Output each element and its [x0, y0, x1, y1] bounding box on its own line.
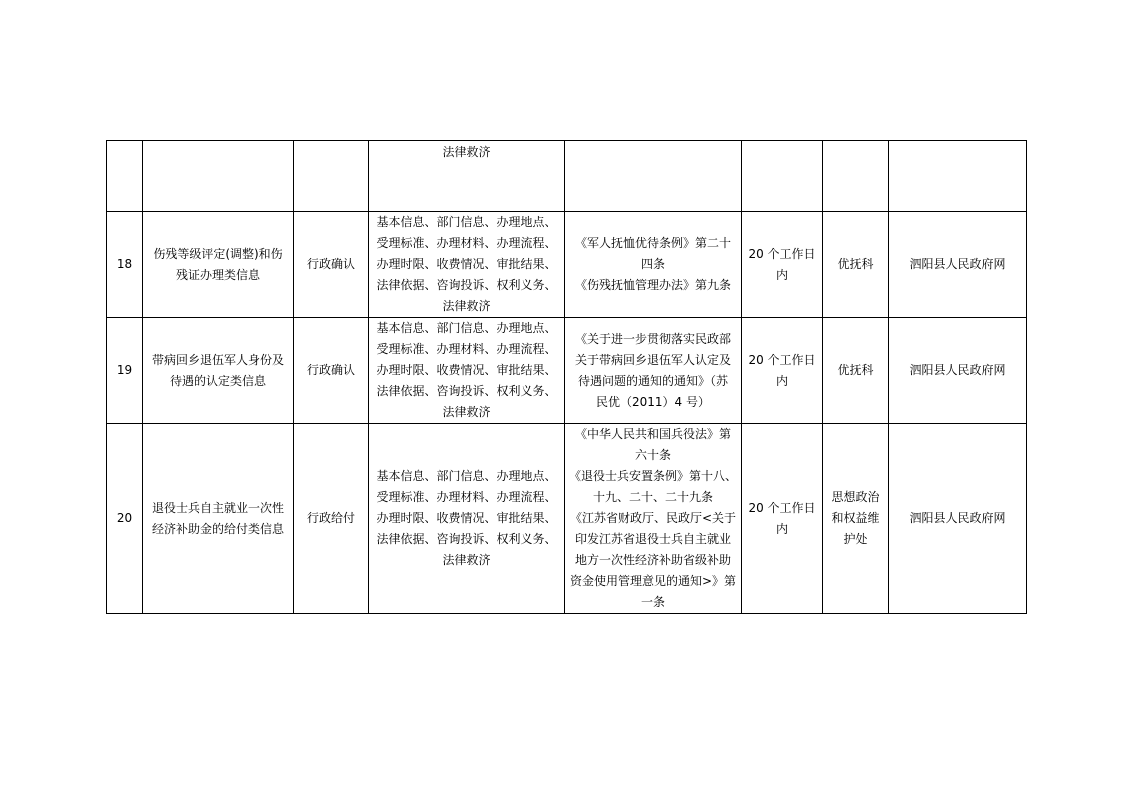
basis-line: 《伤残抚恤管理办法》第九条: [574, 278, 731, 292]
basis-line: 民优（2011）4 号）: [596, 394, 710, 409]
cell-no: 19: [107, 318, 143, 424]
table-row: [107, 318, 1027, 424]
content-tail: 法律救济: [442, 299, 491, 313]
basis-line: 一条: [640, 595, 665, 609]
cell-no: [107, 141, 143, 212]
content-line: 法律依据、咨询投诉、权利义务、: [376, 278, 557, 292]
cell-no: 20: [107, 424, 143, 614]
basis-line: 十九、二十、二十九条: [592, 490, 713, 504]
content-line: 受理标准、办理材料、办理流程、: [376, 490, 557, 504]
cell-basis: [565, 212, 742, 318]
cell-content: [369, 318, 565, 424]
content-line: 基本信息、部门信息、办理地点、: [376, 469, 557, 483]
content-tail: 法律救济: [442, 553, 491, 567]
content-line: 受理标准、办理材料、办理流程、: [376, 236, 557, 250]
time-line: 内: [775, 373, 788, 388]
item-line: 经济补助金的给付类信息: [151, 521, 284, 536]
basis-line: 地方一次性经济补助省级补助: [574, 553, 731, 567]
cell-content: [369, 141, 565, 212]
item-line: 待遇的认定类信息: [169, 373, 266, 388]
content-tail: 法律救济: [442, 405, 491, 419]
basis-line: 《军人抚恤优待条例》第二十: [574, 236, 731, 250]
cell-content: [369, 424, 565, 614]
cell-department: 优抚科: [823, 318, 889, 424]
cell-basis: [565, 424, 742, 614]
content-line: 受理标准、办理材料、办理流程、: [376, 342, 557, 356]
department-line: 护处: [843, 532, 868, 546]
item-line: 残证办理类信息: [175, 267, 260, 282]
item-line: 退役士兵自主就业一次性: [151, 500, 284, 515]
content-line: 基本信息、部门信息、办理地点、: [376, 215, 557, 229]
cell-category: [294, 141, 369, 212]
table-row: [107, 424, 1027, 614]
content-line: 办理时限、收费情况、审批结果、: [376, 511, 557, 525]
table-row-continuation: [107, 141, 1027, 212]
content-line: 法律依据、咨询投诉、权利义务、: [376, 384, 557, 398]
cell-source: 泗阳县人民政府网: [889, 424, 1027, 614]
basis-line: 关于带病回乡退伍军人认定及: [574, 352, 731, 367]
time-line: 20 个工作日: [748, 352, 816, 367]
cell-category: 行政给付: [294, 424, 369, 614]
cell-content: [369, 212, 565, 318]
cell-category: 行政确认: [294, 212, 369, 318]
cell-time-limit: [742, 424, 823, 614]
basis-line: 《中华人民共和国兵役法》第: [574, 427, 731, 441]
cell-item: [143, 212, 294, 318]
cell-department: [823, 141, 889, 212]
cell-department: [823, 424, 889, 614]
department-line: 思想政治: [831, 490, 880, 504]
cell-category: 行政确认: [294, 318, 369, 424]
cell-item: [143, 318, 294, 424]
basis-line: 《退役士兵安置条例》第十八、: [568, 469, 737, 483]
cell-no: 18: [107, 212, 143, 318]
basis-line: 六十条: [634, 448, 671, 462]
cell-basis: [565, 318, 742, 424]
table-row: [107, 212, 1027, 318]
time-line: 内: [775, 267, 788, 282]
cell-basis: [565, 141, 742, 212]
item-line: 伤残等级评定(调整)和伤: [153, 246, 283, 261]
cell-source: 泗阳县人民政府网: [889, 212, 1027, 318]
cell-item: [143, 424, 294, 614]
content-line: 基本信息、部门信息、办理地点、: [376, 321, 557, 335]
basis-line: 四条: [640, 257, 665, 271]
content-tail: 法律救济: [442, 145, 491, 159]
cell-item: [143, 141, 294, 212]
cell-time-limit: [742, 212, 823, 318]
cell-time-limit: [742, 141, 823, 212]
time-line: 内: [775, 521, 788, 536]
cell-time-limit: [742, 318, 823, 424]
basis-line: 《关于进一步贯彻落实民政部: [574, 331, 731, 346]
item-line: 带病回乡退伍军人身份及: [151, 352, 284, 367]
basis-line: 印发江苏省退役士兵自主就业: [574, 532, 731, 546]
basis-line: 资金使用管理意见的通知>》第: [569, 574, 737, 588]
department-line: 和权益维: [831, 511, 880, 525]
cell-source: 泗阳县人民政府网: [889, 318, 1027, 424]
content-line: 办理时限、收费情况、审批结果、: [376, 363, 557, 377]
information-disclosure-table: [106, 140, 1027, 614]
content-line: 办理时限、收费情况、审批结果、: [376, 257, 557, 271]
content-line: 法律依据、咨询投诉、权利义务、: [376, 532, 557, 546]
time-line: 20 个工作日: [748, 500, 816, 515]
time-line: 20 个工作日: [748, 246, 816, 261]
cell-source: [889, 141, 1027, 212]
basis-line: 待遇问题的通知的通知》（苏: [577, 373, 728, 388]
basis-line: 《江苏省财政厅、民政厅<关于: [569, 511, 737, 525]
cell-department: 优抚科: [823, 212, 889, 318]
